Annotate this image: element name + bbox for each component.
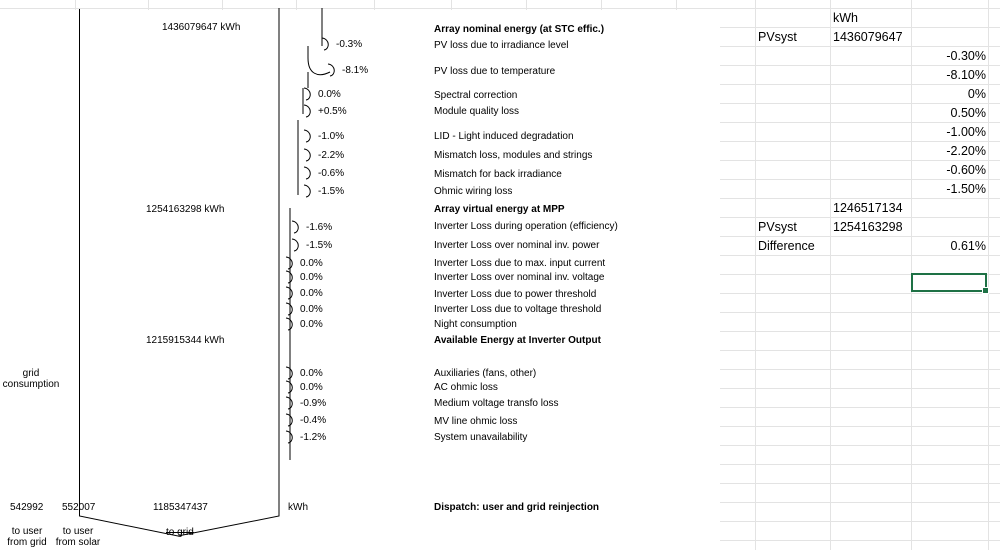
loss-arrow (286, 397, 292, 409)
loss-arrow (304, 185, 310, 197)
grid-consumption-label (0, 368, 62, 390)
loss-arrow (304, 167, 310, 179)
sheet-pvsyst-label-2[interactable]: PVsyst (758, 220, 797, 234)
loss-percent: 0.0% (300, 288, 323, 299)
loss-arrow (286, 257, 292, 269)
to-user-from-grid-value: 542992 (10, 502, 44, 513)
loss-label: Mismatch for back irradiance (434, 169, 562, 180)
selected-cell[interactable] (911, 273, 987, 292)
loss-arrow (292, 221, 298, 233)
sheet-difference-label[interactable]: Difference (758, 239, 815, 253)
loss-arrow (286, 303, 292, 315)
loss-label: MV line ohmic loss (434, 416, 518, 427)
sheet-percent-cell[interactable]: -0.60% (946, 163, 986, 177)
heading-array-nominal: Array nominal energy (at STC effic.) (434, 24, 605, 35)
loss-label: Auxiliaries (fans, other) (434, 368, 537, 379)
sheet-percent-cell[interactable]: -8.10% (946, 68, 986, 82)
loss-label: Night consumption (434, 319, 517, 330)
loss-label: Spectral correction (434, 90, 518, 101)
loss-arrow (286, 414, 292, 426)
heading-available-inverter: Available Energy at Inverter Output (434, 335, 601, 346)
loss-label: Inverter Loss due to max. input current (434, 258, 606, 269)
loss-percent: 0.0% (300, 304, 323, 315)
loss-label: Ohmic wiring loss (434, 186, 513, 197)
loss-percent: -1.2% (300, 432, 327, 443)
loss-percent: 0.0% (300, 258, 323, 269)
loss-percent: -0.6% (318, 168, 345, 179)
sheet-header-kwh[interactable]: kWh (833, 11, 858, 25)
to-grid-value: 1185347437 (153, 502, 208, 513)
bottom-unit: kWh (288, 502, 308, 513)
to-user-from-grid-label (4, 526, 50, 548)
loss-percent: +0.5% (318, 106, 347, 117)
loss-percent: -1.0% (318, 131, 345, 142)
sheet-percent-cell[interactable]: 0% (967, 87, 986, 101)
loss-arrow (286, 287, 292, 299)
loss-label: Mismatch loss, modules and strings (434, 150, 593, 161)
loss-label: Inverter Loss during operation (efficiency) (434, 221, 618, 232)
loss-label: Medium voltage transfo loss (434, 398, 559, 409)
to-grid-label: to grid (166, 527, 194, 538)
loss-percent: -1.6% (306, 222, 333, 233)
loss-label: PV loss due to irradiance level (434, 40, 569, 51)
sheet-percent-cell[interactable]: -2.20% (946, 144, 986, 158)
loss-arrow (286, 431, 292, 443)
sheet-difference-value[interactable]: 0.61% (950, 239, 986, 253)
loss-label: Inverter Loss due to power threshold (434, 289, 597, 300)
loss-arrow (286, 271, 292, 283)
top-energy-value: 1436079647 kWh (162, 22, 241, 33)
loss-percent: 0.0% (300, 272, 323, 283)
loss-label: Inverter Loss due to voltage threshold (434, 304, 602, 315)
loss-label: System unavailability (434, 432, 528, 443)
loss-label: LID - Light induced degradation (434, 131, 574, 142)
inverter-output-energy-value: 1215915344 kWh (146, 335, 225, 346)
loss-percent: -1.5% (306, 240, 333, 251)
heading-array-virtual: Array virtual energy at MPP (434, 204, 565, 215)
loss-percent: -0.9% (300, 398, 327, 409)
grid-consumption-line1: grid (22, 368, 40, 379)
to-user-from-grid-line2: from grid (7, 537, 47, 548)
loss-percent: 0.0% (318, 89, 341, 100)
sheet-percent-cell[interactable]: -1.50% (946, 182, 986, 196)
sheet-percent-cell[interactable]: -0.30% (946, 49, 986, 63)
loss-percent: 0.0% (300, 319, 323, 330)
diagram-outline (80, 8, 280, 536)
mpp-energy-value: 1254163298 kWh (146, 204, 225, 215)
to-user-from-solar-line2: from solar (55, 537, 101, 548)
loss-arrow (286, 318, 292, 330)
grid-consumption-line2: consumption (2, 379, 60, 390)
loss-label: Inverter Loss over nominal inv. power (434, 240, 600, 251)
loss-percent: 0.0% (300, 368, 323, 379)
to-user-from-solar-label (52, 526, 104, 548)
loss-label: AC ohmic loss (434, 382, 498, 393)
to-user-from-grid-line1: to user (11, 526, 43, 537)
to-user-from-solar-value: 552007 (62, 502, 96, 513)
loss-label: Inverter Loss over nominal inv. voltage (434, 272, 605, 283)
loss-percent: -8.1% (342, 65, 369, 76)
sheet-pvsyst-value-1[interactable]: 1436079647 (833, 30, 903, 44)
loss-arrow (328, 64, 334, 76)
loss-arrow (304, 130, 310, 142)
loss-percent: -0.4% (300, 415, 327, 426)
loss-percent: -2.2% (318, 150, 345, 161)
loss-percent: 0.0% (300, 382, 323, 393)
loss-label: Module quality loss (434, 106, 520, 117)
loss-label: PV loss due to temperature (434, 66, 556, 77)
sheet-pvsyst-label-1[interactable]: PVsyst (758, 30, 797, 44)
loss-arrow (304, 149, 310, 161)
sheet-percent-cell[interactable]: 0.50% (950, 106, 986, 120)
loss-arrow (292, 239, 298, 251)
loss-arrow (322, 38, 328, 50)
sheet-percent-cell[interactable]: -1.00% (946, 125, 986, 139)
loss-arrow (286, 381, 292, 393)
sheet-computed-value[interactable]: 1246517134 (833, 201, 903, 215)
loss-percent: -1.5% (318, 186, 345, 197)
loss-arrow (286, 367, 292, 379)
heading-dispatch: Dispatch: user and grid reinjection (434, 502, 600, 513)
to-user-from-solar-line1: to user (62, 526, 94, 537)
loss-percent: -0.3% (336, 39, 363, 50)
loss-arrow (304, 88, 310, 100)
sheet-pvsyst-value-2[interactable]: 1254163298 (833, 220, 903, 234)
loss-arrow (304, 105, 310, 117)
